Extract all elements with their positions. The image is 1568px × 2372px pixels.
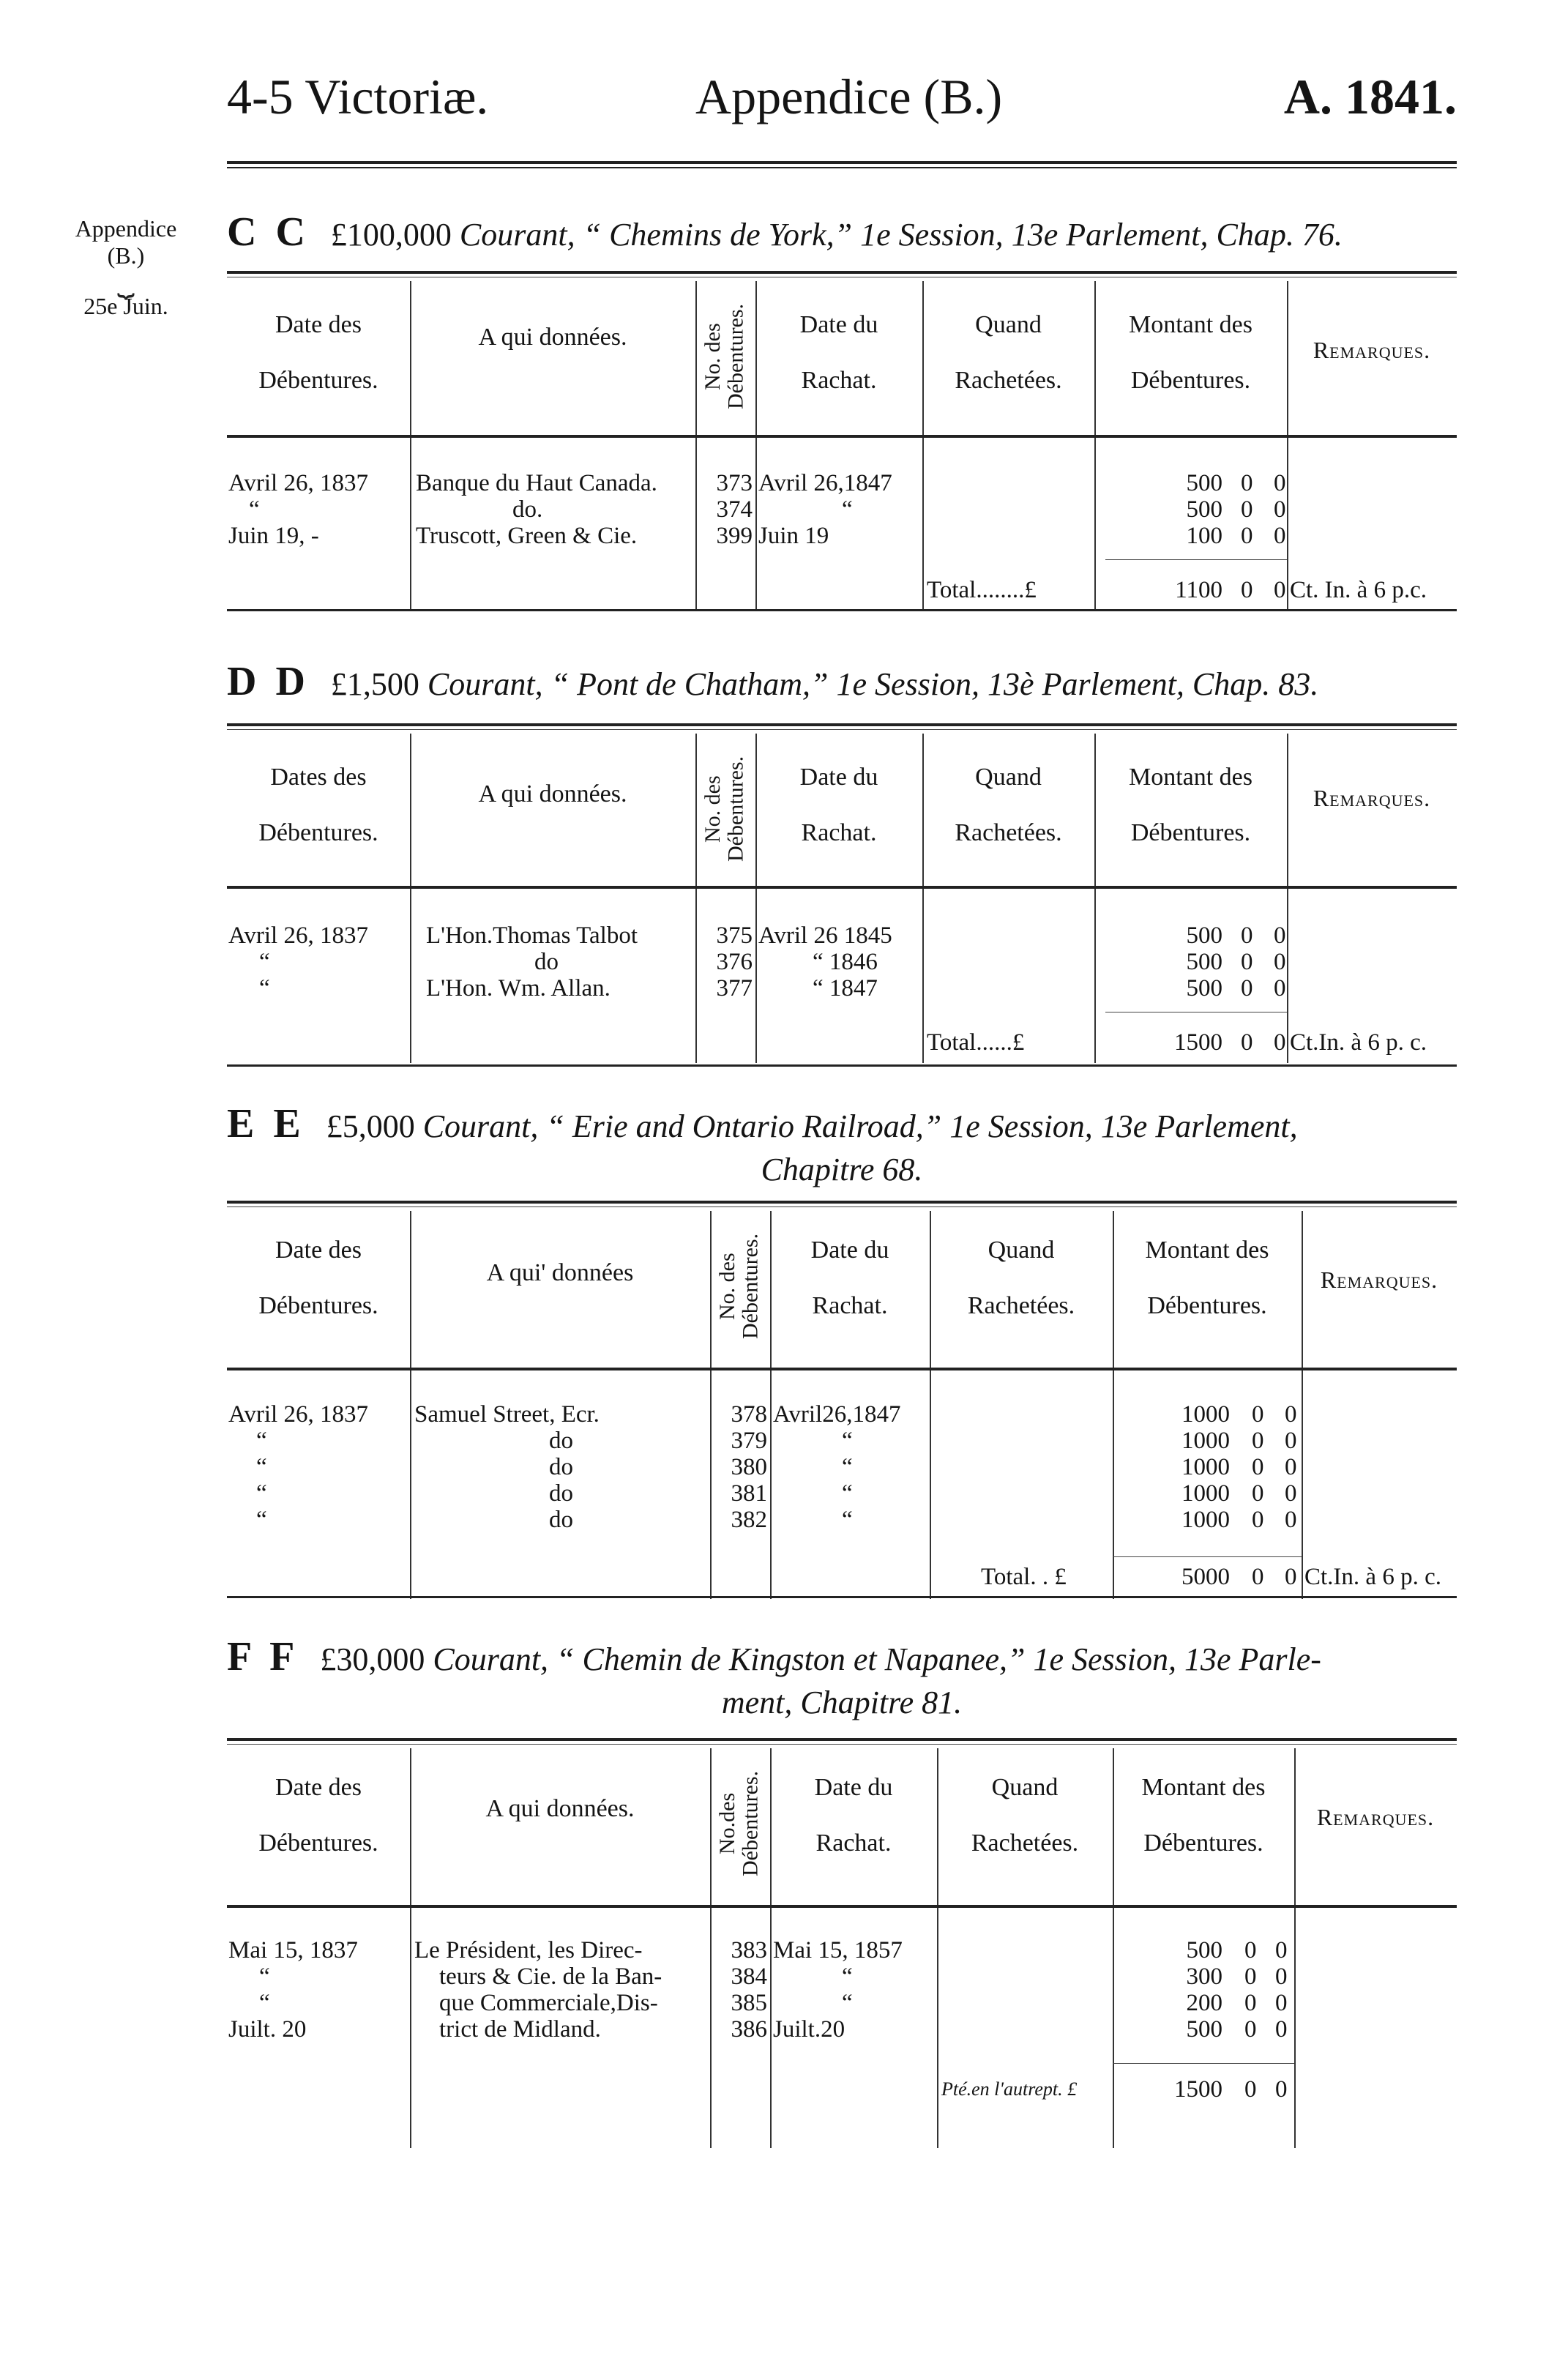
header-number: No.des Débentures.	[715, 1770, 763, 1877]
header-date: Dates des Débentures.	[258, 764, 378, 846]
header-number: No. des Débentures.	[701, 756, 748, 862]
header-montant: Montant des Débentures.	[1128, 764, 1253, 846]
total-row: Pté.en l'autrept. £ 1500 0 0	[941, 2076, 1288, 2103]
table-row: “ do 380 “ 1000 0 0	[256, 1454, 1297, 1480]
section-amount: £100,000	[330, 217, 452, 253]
section-amount: £1,500	[330, 666, 419, 702]
section-parliament: 13e Parlement,	[1100, 1108, 1298, 1144]
header-volume: 4-5 Victoriæ.	[227, 69, 489, 124]
header-quand: Quand Rachetées.	[971, 1774, 1079, 1857]
header-quand: Quand Rachetées.	[955, 764, 1062, 846]
header-date: Date des Débentures.	[258, 1774, 378, 1857]
brace-mark: ⏟	[117, 264, 135, 297]
header-remarques: Remarques.	[1313, 337, 1431, 363]
section-courant: Courant,	[433, 1641, 549, 1677]
section-subject: “ Chemins de York,”	[583, 217, 853, 253]
section-chapter: Chap. 83.	[1192, 666, 1319, 702]
section-letters: E E	[227, 1101, 305, 1146]
header-rachat: Date du Rachat.	[814, 1774, 893, 1857]
section-parliament: 13e Parlement,	[1011, 217, 1209, 253]
section-letters: C C	[227, 209, 310, 255]
section-ff-title	[227, 1631, 1457, 1723]
running-header	[227, 69, 1457, 138]
header-quand: Quand Rachetées.	[955, 311, 1062, 394]
table-dd	[227, 723, 1457, 1075]
table-ff	[227, 1738, 1457, 2148]
total-row: Total......£ 1500 0 0 Ct.In. à 6 p. c.	[927, 1029, 1427, 1056]
table-row: “ do 376 “ 1846 500 0 0	[259, 949, 1286, 975]
table-cc	[227, 271, 1457, 622]
section-parliament: 13è Parlement,	[988, 666, 1184, 702]
section-subject: “ Erie and Ontario Railroad,”	[546, 1108, 942, 1144]
section-subject: “ Chemin de Kingston et Napanee,”	[556, 1641, 1026, 1677]
section-courant: Courant,	[427, 666, 543, 702]
margin-appendix-letter: (B.)	[107, 242, 145, 269]
header-year: A. 1841.	[1283, 69, 1457, 124]
margin-appendix-label: Appendice	[75, 215, 177, 242]
header-rachat: Date du Rachat.	[810, 1237, 889, 1319]
table-row: Juilt. 20 trict de Midland. 386 Juilt.20 500 0 0	[228, 2016, 1288, 2043]
table-row: Avril 26, 1837 L'Hon.Thomas Talbot 375 Avril 26 1845 500 0 0	[228, 922, 1286, 949]
header-montant: Montant des Débentures.	[1128, 311, 1253, 394]
table-row: “ L'Hon. Wm. Allan. 377 “ 1847 500 0 0	[259, 975, 1286, 1002]
total-row: Total. . £ 5000 0 0 Ct.In. à 6 p. c.	[981, 1564, 1441, 1590]
section-session: 1e Session,	[949, 1108, 1093, 1144]
header-montant: Montant des Débentures.	[1141, 1774, 1266, 1857]
margin-date: 25e Juin.	[83, 292, 168, 319]
section-session: 1e Session,	[1033, 1641, 1177, 1677]
header-number: No. des Débentures.	[701, 303, 748, 410]
section-chapter: Chapitre 68.	[761, 1152, 923, 1187]
table-row: Juin 19, - Truscott, Green & Cie. 399 Juin 19 100 0 0	[228, 523, 1286, 549]
section-amount: £30,000	[320, 1641, 425, 1677]
table-row: “ do 381 “ 1000 0 0	[256, 1480, 1297, 1507]
section-amount: £5,000	[326, 1108, 415, 1144]
header-who: A qui données.	[478, 324, 627, 351]
section-session: 1e Session,	[836, 666, 980, 702]
header-who: A qui' données	[486, 1259, 634, 1286]
section-letters: F F	[227, 1634, 299, 1679]
header-who: A qui données.	[485, 1795, 635, 1822]
section-letters: D D	[227, 659, 310, 704]
header-remarques: Remarques.	[1313, 785, 1431, 811]
table-row: “ do. 374 “ 500 0 0	[249, 496, 1286, 523]
section-session: 1e Session,	[860, 217, 1004, 253]
margin-note	[38, 215, 214, 319]
table-ee	[227, 1201, 1457, 1611]
table-row: Avril 26, 1837 Banque du Haut Canada. 373 Avril 26,1847 500 0 0	[228, 470, 1286, 496]
header-remarques: Remarques.	[1316, 1804, 1435, 1830]
section-courant: Courant,	[422, 1108, 539, 1144]
table-row: “ teurs & Cie. de la Ban- 384 “ 300 0 0	[259, 1963, 1288, 1990]
section-parliament: 13e Parle-	[1184, 1641, 1321, 1677]
table-row: Mai 15, 1837 Le Président, les Direc- 383 Mai 15, 1857 500 0 0	[228, 1937, 1288, 1963]
header-rachat: Date du Rachat.	[799, 311, 878, 394]
header-quand: Quand Rachetées.	[967, 1237, 1075, 1319]
section-courant: Courant,	[459, 217, 575, 253]
table-row: “ que Commerciale,Dis- 385 “ 200 0 0	[259, 1990, 1288, 2016]
header-remarques: Remarques.	[1320, 1267, 1438, 1293]
section-cc-title	[227, 206, 1457, 258]
table-row: Avril 26, 1837 Samuel Street, Ecr. 378 Avril26,1847 1000 0 0	[228, 1401, 1297, 1428]
header-montant: Montant des Débentures.	[1145, 1237, 1269, 1319]
header-date: Date des Débentures.	[258, 1237, 378, 1319]
header-number: No. des Débentures.	[715, 1233, 763, 1340]
section-chapter: ment, Chapitre 81.	[721, 1685, 963, 1720]
table-row: “ do 379 “ 1000 0 0	[256, 1428, 1297, 1454]
header-who: A qui données.	[478, 780, 627, 808]
table-row: “ do 382 “ 1000 0 0	[256, 1507, 1297, 1533]
section-subject: “ Pont de Chatham,”	[550, 666, 829, 702]
header-rachat: Date du Rachat.	[799, 764, 878, 846]
section-dd-title	[227, 656, 1457, 707]
section-ee-title	[227, 1098, 1457, 1190]
header-rule	[227, 161, 1457, 168]
header-date: Date des Débentures.	[258, 311, 378, 394]
section-chapter: Chap. 76.	[1216, 217, 1343, 253]
header-appendix: Appendice (B.)	[695, 69, 1003, 124]
total-row: Total........£ 1100 0 0 Ct. In. à 6 p.c.	[927, 577, 1427, 603]
